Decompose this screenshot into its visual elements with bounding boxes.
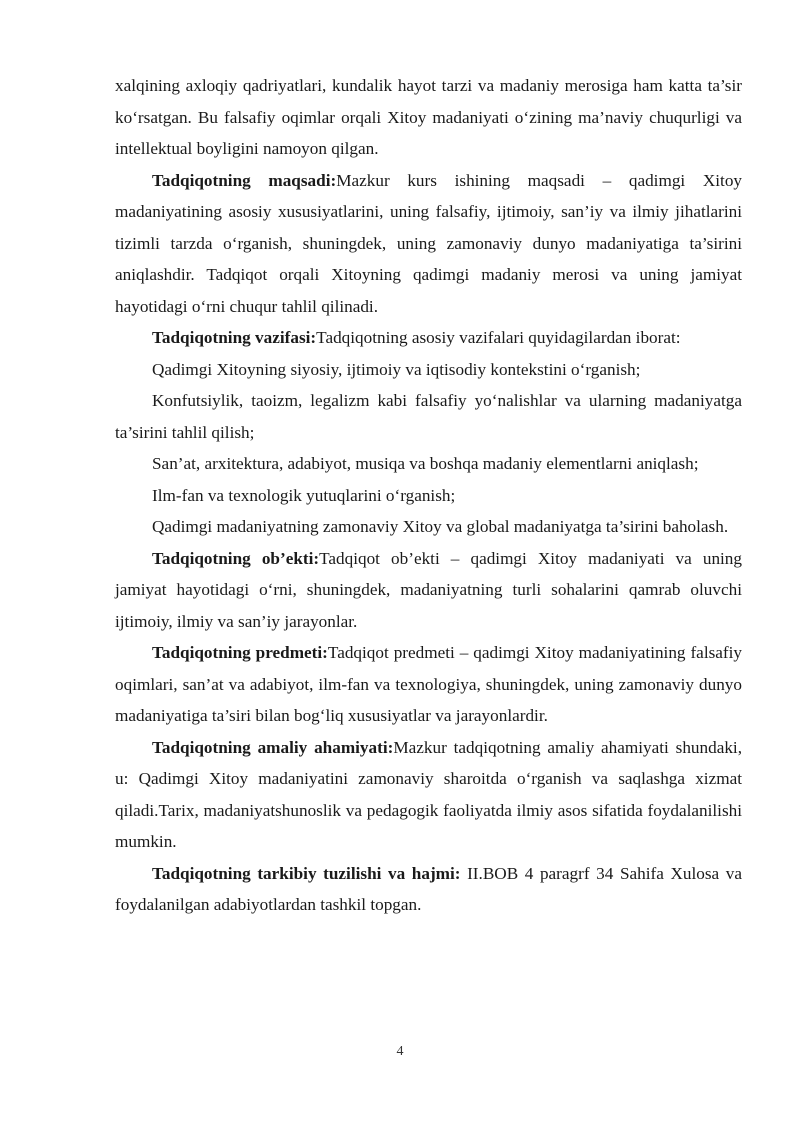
paragraph-text: Qadimgi Xitoyning siyosiy, ijtimoiy va iqtisodiy kontekstini o‘rganish;	[152, 359, 641, 379]
paragraph-heading: Tadqiqotning tarkibiy tuzilishi va hajmi:	[152, 863, 461, 883]
document-page	[115, 70, 742, 921]
task-item	[115, 448, 742, 480]
paragraph-structure	[115, 858, 742, 921]
paragraph-significance	[115, 732, 742, 858]
paragraph-text: Mazkur kurs ishining maqsadi – qadimgi Xitoy madaniyatining asosiy xususiyatlarini, uning falsafiy, ijtimoiy, san’iy va ilmiy jihatlarini tizimli tarzda o‘rganish, shuningdek, uning zamonaviy dunyo madaniyatiga ta’sirini aniqlashdir. Tadqiqot orqali Xitoyning qadimgi madaniy merosi va uning jamiyat hayotidagi o‘rni chuqur tahlil qilinadi.	[115, 170, 743, 316]
paragraph-text: Ilm-fan va texnologik yutuqlarini o‘rganish;	[152, 485, 456, 505]
task-item	[115, 511, 742, 543]
task-item	[115, 385, 742, 448]
paragraph-text: Mazkur tadqiqotning amaliy ahamiyati shundaki, u: Qadimgi Xitoy madaniyatini zamonaviy sharoitda o‘rganish va saqlashga xizmat qiladi.Tarix, madaniyatshunoslik va pedagogik faoliyatda ilmiy asos sifatida foydalanilishi mumkin.	[115, 737, 742, 851]
paragraph-heading: Tadqiqotning ob’ekti:	[152, 548, 320, 568]
paragraph-text: San’at, arxitektura, adabiyot, musiqa va boshqa madaniy elementlarni aniqlash;	[152, 454, 699, 473]
paragraph-heading: Tadqiqotning amaliy ahamiyati:	[152, 737, 394, 757]
page-number: 4	[396, 1044, 404, 1059]
paragraph-text: Konfutsiylik, taoizm, legalizm kabi falsafiy yo‘nalishlar va ularning madaniyatga ta’sirini tahlil qilish;	[115, 391, 742, 442]
paragraph-object	[115, 543, 742, 638]
paragraph-heading: Tadqiqotning predmeti:	[152, 643, 328, 662]
paragraph-text: Tadqiqot predmeti – qadimgi Xitoy madaniyatining falsafiy oqimlari, san’at va adabiyot, ilm-fan va texnologiya, shuningdek, uning zamonaviy dunyo madaniyatiga ta’siri bilan bog‘liq xususiyatlar va jarayonlardir.	[115, 643, 742, 725]
paragraph-heading: Tadqiqotning maqsadi:	[152, 170, 337, 190]
task-item	[115, 354, 742, 386]
paragraph-text: Tadqiqotning asosiy vazifalari quyidagilardan iborat:	[316, 328, 681, 347]
paragraph-text: II.BOB 4 paragrf 34 Sahifa Xulosa va foydalanilgan adabiyotlardan tashkil topgan.	[115, 863, 742, 914]
paragraph-text: Qadimgi madaniyatning zamonaviy Xitoy va global madaniyatga ta’sirini baholash.	[152, 517, 729, 536]
paragraph-goal	[115, 165, 742, 323]
paragraph-tasks	[115, 322, 742, 354]
paragraph-heading: Tadqiqotning vazifasi:	[152, 328, 317, 347]
paragraph-text: Tadqiqot ob’ekti – qadimgi Xitoy madaniyati va uning jamiyat hayotidagi o‘rni, shuningdek, madaniyatning turli sohalarini qamrab oluvchi ijtimoiy, ilmiy va san’iy jarayonlar.	[115, 548, 742, 631]
paragraph-text: xalqining axloqiy qadriyatlari, kundalik hayot tarzi va madaniy merosiga ham katta ta’sir ko‘rsatgan. Bu falsafiy oqimlar orqali Xitoy madaniyati o‘zining ma’naviy chuqurligi va intellektual boyligini namoyon qilgan.	[115, 76, 742, 158]
paragraph-intro	[115, 70, 742, 165]
task-item	[115, 480, 742, 512]
paragraph-subject	[115, 637, 742, 732]
